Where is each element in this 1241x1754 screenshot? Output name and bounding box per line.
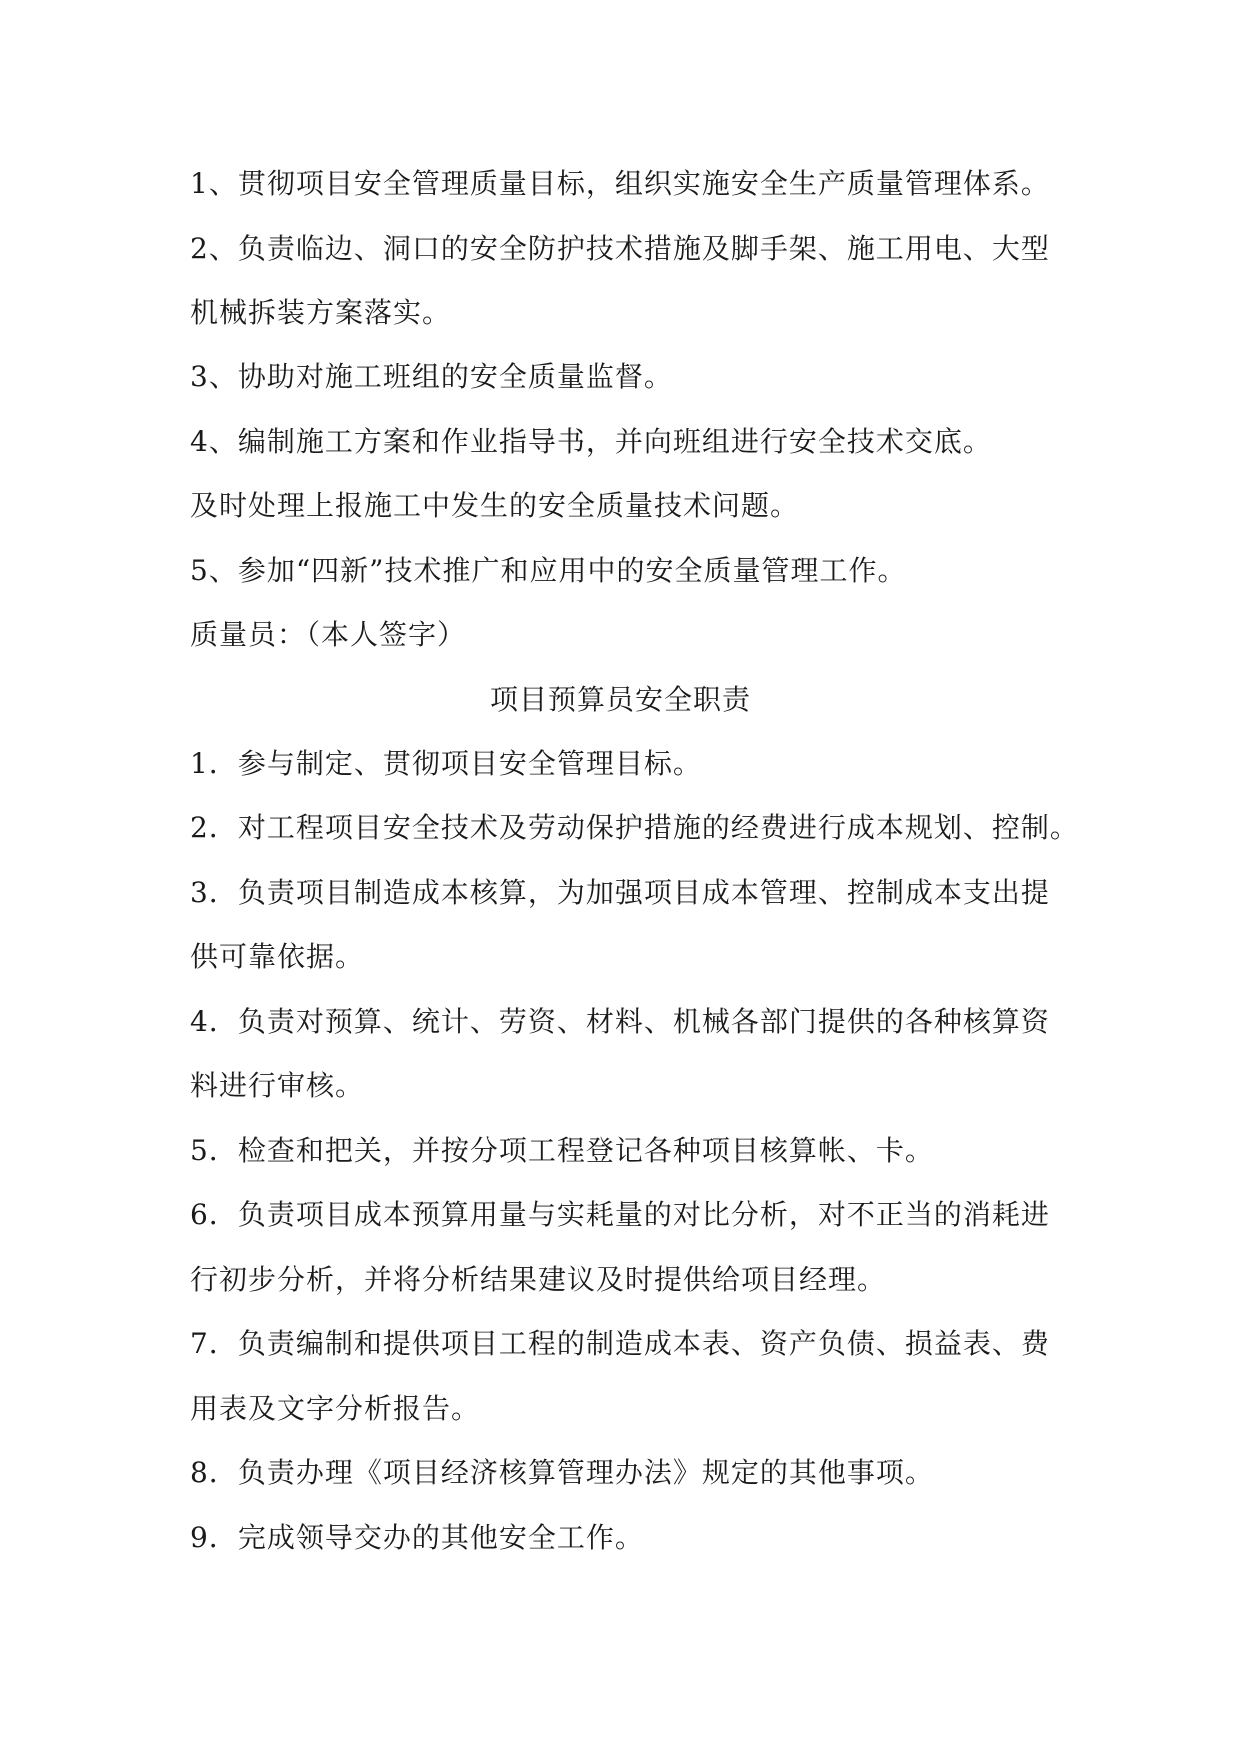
paragraph-line: 7．负责编制和提供项目工程的制造成本表、资产负债、损益表、费 — [190, 1327, 1050, 1360]
paragraph-line: 2、负责临边、洞口的安全防护技术措施及脚手架、施工用电、大型 — [190, 232, 1050, 265]
paragraph-line: 3、协助对施工班组的安全质量监督。 — [190, 360, 673, 393]
paragraph-line: 6．负责项目成本预算用量与实耗量的对比分析，对不正当的消耗进 — [190, 1198, 1050, 1231]
paragraph-line: 料进行审核。 — [190, 1069, 365, 1102]
paragraph-line: 2．对工程项目安全技术及劳动保护措施的经费进行成本规划、控制。 — [190, 811, 1079, 844]
paragraph-line: 4、编制施工方案和作业指导书，并向班组进行安全技术交底。 — [190, 425, 992, 458]
paragraph-line: 3．负责项目制造成本核算，为加强项目成本管理、控制成本支出提 — [190, 876, 1050, 909]
paragraph-line: 1．参与制定、贯彻项目安全管理目标。 — [190, 747, 702, 780]
paragraph-line: 供可靠依据。 — [190, 940, 365, 973]
signature-label: 质量员：（本人签字） — [190, 618, 467, 651]
paragraph-line: 行初步分析，并将分析结果建议及时提供给项目经理。 — [190, 1263, 887, 1296]
paragraph-line: 用表及文字分析报告。 — [190, 1392, 481, 1425]
paragraph-line: 及时处理上报施工中发生的安全质量技术问题。 — [190, 489, 800, 522]
paragraph-line: 8．负责办理《项目经济核算管理办法》规定的其他事项。 — [190, 1456, 934, 1489]
paragraph-line: 5．检查和把关，并按分项工程登记各种项目核算帐、卡。 — [190, 1134, 934, 1167]
paragraph-line: 5、参加“四新”技术推广和应用中的安全质量管理工作。 — [190, 554, 907, 587]
paragraph-line: 1、贯彻项目安全管理质量目标，组织实施安全生产质量管理体系。 — [190, 167, 1050, 200]
paragraph-line: 9．完成领导交办的其他安全工作。 — [190, 1521, 644, 1554]
section-title: 项目预算员安全职责 — [489, 683, 751, 716]
paragraph-line: 机械拆装方案落实。 — [190, 296, 452, 329]
paragraph-line: 4．负责对预算、统计、劳资、材料、机械各部门提供的各种核算资 — [190, 1005, 1050, 1038]
